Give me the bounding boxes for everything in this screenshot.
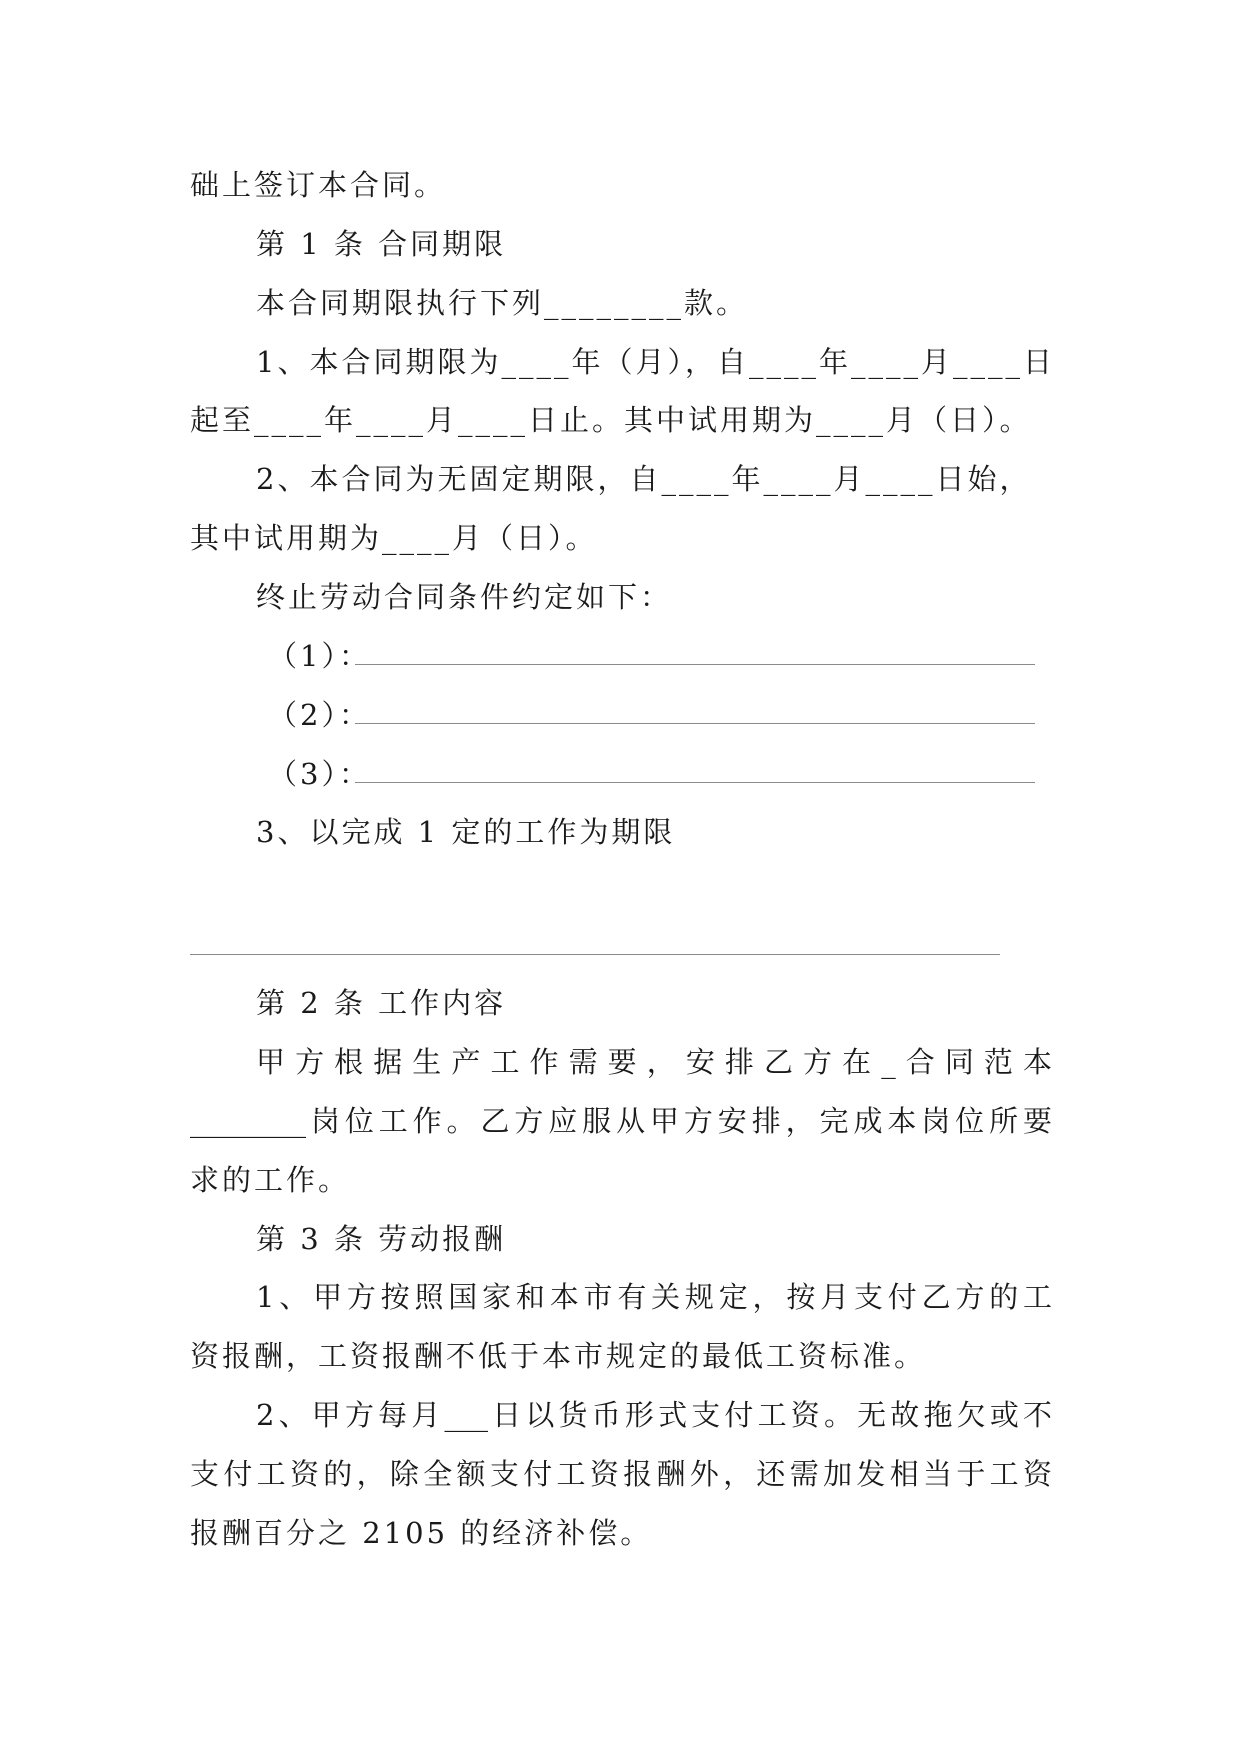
text-line: 求的工作。 xyxy=(190,1163,351,1197)
article-3-heading: 第 3 条 劳动报酬 xyxy=(256,1222,507,1256)
text-line: 资报酬，工资报酬不低于本市规定的最低工资标准。 xyxy=(190,1339,927,1373)
text-line: 甲方根据生产工作需要，安排乙方在_合同范本 xyxy=(256,1045,1052,1079)
text-line: ________岗位工作。乙方应服从甲方安排，完成本岗位所要 xyxy=(190,1104,1052,1138)
text-line: 1、甲方按照国家和本市有关规定，按月支付乙方的工 xyxy=(256,1280,1052,1314)
blank-underline xyxy=(355,664,1035,665)
text-line: 本合同期限执行下列________款。 xyxy=(256,286,749,320)
text-line: 起至____年____月____日止。其中试用期为____月（日）。 xyxy=(190,403,1032,437)
condition-item-label: （1）： xyxy=(268,639,371,673)
text-line: 支付工资的，除全额支付工资报酬外，还需加发相当于工资 xyxy=(190,1457,1052,1491)
condition-item-label: （3）： xyxy=(268,757,371,791)
separator-line xyxy=(190,954,1000,955)
text-line: 报酬百分之 2105 的经济补偿。 xyxy=(190,1516,653,1550)
text-line: 其中试用期为____月（日）。 xyxy=(190,521,598,555)
blank-underline xyxy=(355,782,1035,783)
condition-item-label: （2）： xyxy=(268,698,371,732)
text-line: 3、以完成 1 定的工作为期限 xyxy=(256,815,676,849)
blank-underline xyxy=(355,723,1035,724)
text-line: 1、本合同期限为____年（月），自____年____月____日 xyxy=(256,345,1055,379)
text-line: 2、甲方每月___日以货币形式支付工资。无故拖欠或不 xyxy=(256,1398,1052,1432)
article-2-heading: 第 2 条 工作内容 xyxy=(256,986,507,1020)
text-line: 2、本合同为无固定期限，自____年____月____日始， xyxy=(256,462,1032,496)
article-1-heading: 第 1 条 合同期限 xyxy=(256,227,507,261)
text-line: 础上签订本合同。 xyxy=(190,168,447,202)
text-line: 终止劳动合同条件约定如下： xyxy=(256,580,673,614)
